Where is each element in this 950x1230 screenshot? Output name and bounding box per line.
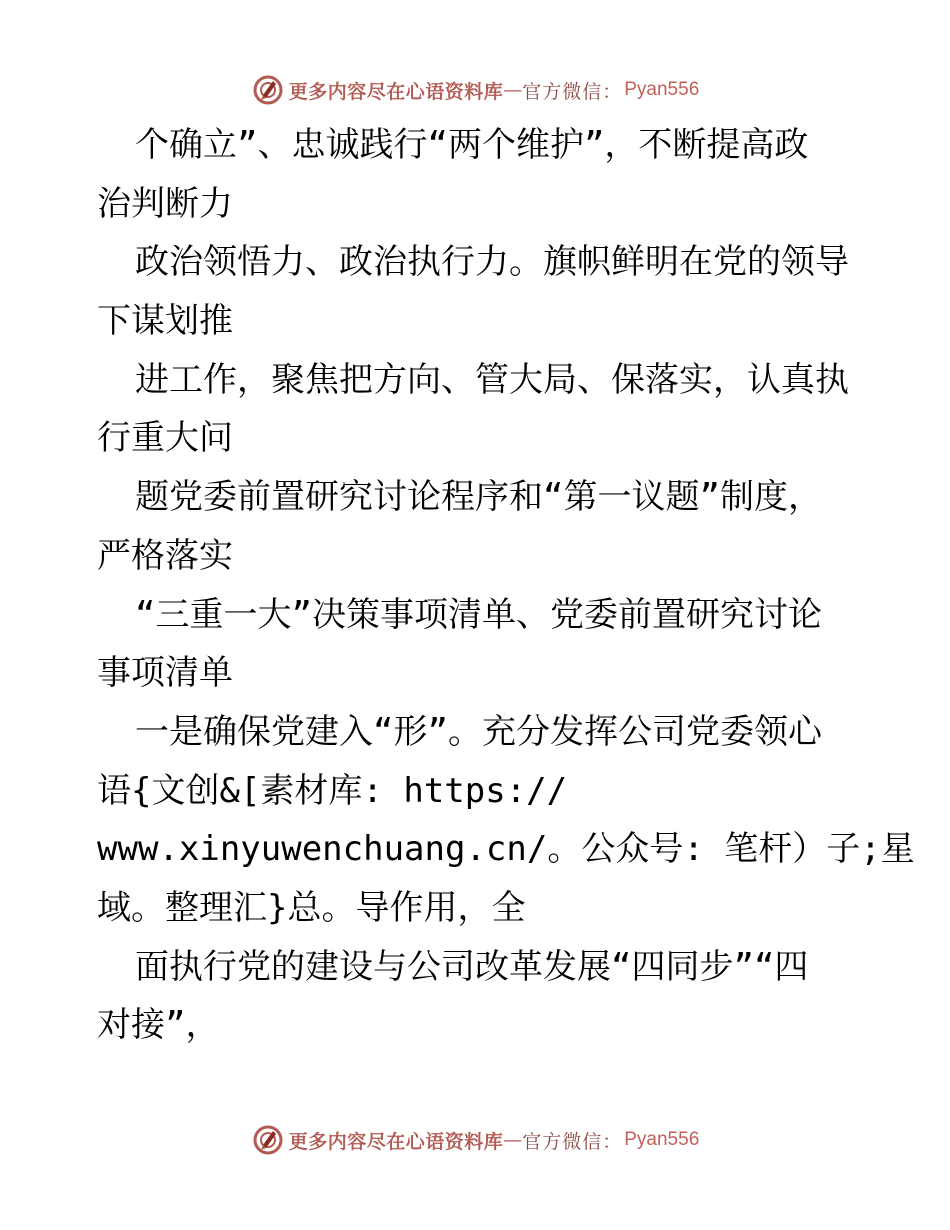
body-line: 进工作，聚焦把方向、管大局、保落实，认真执 bbox=[135, 359, 849, 400]
body-line: 治判断力 bbox=[97, 183, 233, 224]
header-wechat-id: Pyan556 bbox=[624, 79, 700, 100]
brand-logo-icon bbox=[251, 1123, 285, 1157]
body-line: 一是确保党建入“形”。充分发挥公司党委领心 bbox=[135, 711, 822, 752]
footer-watermark bbox=[0, 1120, 950, 1160]
footer-brand-text: 更多内容尽在心语资料库 bbox=[288, 1130, 504, 1153]
body-line: www.xinyuwenchuang.cn/。公众号: 笔杆）子;星 bbox=[97, 829, 915, 870]
brand-logo-icon bbox=[251, 73, 285, 107]
body-line: 事项清单 bbox=[97, 653, 233, 694]
header-brand-text: 更多内容尽在心语资料库 bbox=[288, 80, 504, 103]
body-line: 严格落实 bbox=[97, 535, 233, 576]
body-line: 对接”， bbox=[97, 1005, 220, 1046]
body-line: 域。整理汇}总。导作用，全 bbox=[97, 887, 526, 928]
body-line: 行重大问 bbox=[97, 418, 233, 459]
body-text bbox=[97, 116, 915, 1055]
body-line: 下谋划推 bbox=[97, 301, 233, 342]
header-dash: — bbox=[503, 79, 523, 101]
body-line: 题党委前置研究讨论程序和“第一议题”制度， bbox=[135, 477, 822, 518]
header-wechat-label: 官方微信： bbox=[522, 80, 623, 103]
header-watermark bbox=[0, 70, 950, 110]
footer-wechat-label: 官方微信： bbox=[522, 1130, 623, 1153]
body-line: 政治领悟力、政治执行力。旗帜鲜明在党的领导 bbox=[135, 242, 849, 283]
footer-wechat-id: Pyan556 bbox=[624, 1129, 700, 1150]
body-line: 面执行党的建设与公司改革发展“四同步”“四 bbox=[135, 946, 809, 987]
body-line: 语{文创&[素材库: https:// bbox=[97, 770, 568, 811]
body-line: 个确立”、忠诚践行“两个维护”，不断提高政 bbox=[135, 125, 809, 165]
footer-dash: — bbox=[503, 1129, 523, 1151]
body-line: “三重一大”决策事项清单、党委前置研究讨论 bbox=[135, 594, 822, 635]
